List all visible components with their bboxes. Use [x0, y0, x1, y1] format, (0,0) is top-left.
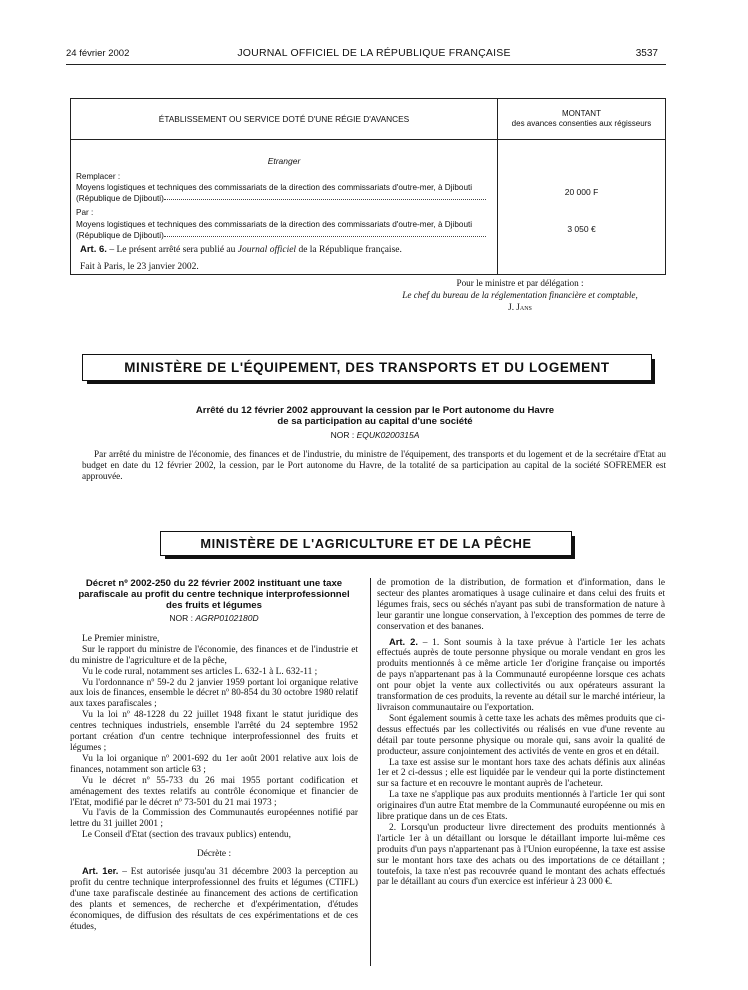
decret-p7: Vu le décret nº 55-733 du 26 mai 1955 portant codification et aménagement des textes relatifs au contrôle économique et financier de l'Etat, modifié par le décret nº 73-501 du 21 mai 1973 ;: [70, 775, 358, 808]
page-date: 24 février 2002: [66, 48, 130, 59]
header-rule: [66, 64, 666, 65]
decret-p6: Vu la loi organique nº 2001-692 du 1er août 2001 relative aux lois de finances, notamment son article 63 ;: [70, 753, 358, 775]
dot-leader: [164, 194, 486, 200]
nor-label: NOR :: [330, 430, 357, 440]
remplacer-line2-row: [76, 194, 486, 203]
art2-text: – 1. Sont soumis à la taxe prévue à l'article 1er les achats effectués auprès de toute personne physique ou morale vendant en gros les produits mentionnés à ce même article 1er d'origine française ou importés de pays n'appartenant pas à la Communauté européenne lorsque ces achats ont pour objet la vente aux collectivités ou aux opérateurs assurant la transformation de ces produits, la revente au détail sur le marché intérieur, la livraison communautaire ou l'exportation.: [377, 637, 665, 713]
art6-text-before: – Le présent arrêté sera publié au: [106, 245, 238, 255]
remplacer-line1: Moyens logistiques et techniques des commissariats de la direction des commissariats d'outre-mer, à Djibouti: [76, 183, 473, 192]
decret-p2: Sur le rapport du ministre de l'économie, des finances et de l'industrie et du ministre de l'agriculture et de la pêche,: [70, 644, 358, 666]
decret-r1: de promotion de la distribution, de formation et d'information, dans le secteur des plantes aromatiques à usage culinaire et dans celui des fruits et légumes frais, secs ou séchés n'ayant pas subi de transformation de nature à leur garantir une longue conservation, à l'exception des pommes de terre de conservation et des bananes.: [377, 578, 665, 632]
signature-name: J. Jans: [508, 302, 532, 312]
table-header-row: [71, 99, 665, 140]
decret-p3: Vu le code rural, notamment ses articles L. 632-1 à L. 632-11 ;: [82, 666, 318, 677]
decret-title: Décret nº 2002-250 du 22 février 2002 instituant une taxe parafiscale au profit du centre technique interprofessionnel des fruits et légumes: [78, 578, 350, 611]
arrete-body: Par arrêté du ministre de l'économie, des finances et de l'industrie, du ministre de l'équipement, des transports et du logement et de la secrétaire d'Etat au budget en date du 12 février 2002, la cession, par le Port autonome du Havre, de la totalité de sa participation au capital de la société SOFREMER est approuvée.: [82, 449, 666, 481]
col2-header: [498, 99, 665, 139]
signature-line1: Pour le ministre et par délégation :: [456, 278, 584, 288]
art1-paragraph: [70, 866, 358, 932]
col2-header-subtitle: des avances consenties aux régisseurs: [511, 119, 652, 128]
remplacer-label: Remplacer :: [76, 172, 121, 181]
decret-r2: Sont également soumis à cette taxe les achats des mêmes produits que ci-dessus effectués par les collectivités ou réalisés en vue d'une revente au détail par toute personne physique ou morale qui, sans avoir la qualité de producteur, assure conjointement des activités de vente en gros et en détail.: [377, 713, 665, 757]
art1-text: – Est autorisée jusqu'au 31 décembre 2003 la perception au profit du centre technique interprofessionnel des fruits et légumes (CTIFL) d'une taxe parafiscale destinée au financement des actions de certification des plants et semences, de recherche et d'expérimentation, d'études économiques, de diffusion des résultats de ces expérimentations et de ces études,: [70, 867, 358, 932]
decret-p1: Le Premier ministre,: [82, 633, 160, 644]
decret-r5: 2. Lorsqu'un producteur livre directement des produits mentionnés à l'article 1er à un détaillant ou lorsque le détaillant importe lui-même ces produits d'un pays n'appartenant pas à l'Union européenne, la taxe est assise sur le montant hors taxe des achats ou des importations de ce détaillant ; toutefois, la taxe n'est pas recouvrée quand le montant des achats effectués par le détaillant au cours d'un exercice est inférieur à 23 000 €.: [377, 822, 665, 888]
ministry-banner-agriculture: MINISTÈRE DE L'AGRICULTURE ET DE LA PÊCHE: [160, 531, 572, 556]
decret-nor-code: AGRP0102180D: [195, 613, 259, 623]
decret-p8: Vu l'avis de la Commission des Communautés européennes notifié par lettre du 31 juillet 2001 ;: [70, 808, 358, 830]
par-label: Par :: [76, 208, 94, 217]
decret-p5: Vu la loi nº 48-1228 du 22 juillet 1948 fixant le statut juridique des centres techniques industriels, ensemble l'arrêté du 24 septembre 1952 portant création d'un centre technique interprofessionnel des fruits et légumes ;: [70, 710, 358, 753]
fait-a-paris: Fait à Paris, le 23 janvier 2002.: [80, 262, 199, 272]
nor-code: EQUK0200315A: [356, 430, 420, 440]
signature-line2: Le chef du bureau de la réglementation financière et comptable,: [402, 290, 638, 300]
art2-paragraph: [377, 637, 665, 714]
column-divider: [370, 578, 371, 966]
left-column: [70, 578, 358, 932]
remplacer-line2: (République de Djibouti): [76, 194, 164, 203]
arrete-title: [80, 405, 670, 427]
decret-r4: La taxe ne s'applique pas aux produits mentionnés à l'article 1er qui sont originaires d'un autre Etat membre de la Communauté européenne ou mis en libre pratique dans un de ces Etats.: [377, 790, 665, 823]
par-line2-row: [76, 231, 486, 240]
arrete-title-line1: Arrêté du 12 février 2002 approuvant la cession par le Port autonome du Havre: [195, 405, 555, 416]
journal-title: JOURNAL OFFICIEL DE LA RÉPUBLIQUE FRANÇAISE: [237, 47, 511, 59]
decret-r3: La taxe est assise sur le montant hors taxe des achats définis aux alinéas 1er et 2 ci-dessus ; elle est liquidée par le vendeur qui la porte distinctement sur sa facture et en recouvre le montant auprès de l'acheteur.: [377, 757, 665, 790]
col2-header-title: MONTANT: [562, 109, 601, 118]
art1-label: Art. 1er.: [82, 865, 119, 877]
par-amount: 3 050 €: [567, 224, 596, 234]
decret-nor: [70, 613, 358, 624]
remplacer-amount: 20 000 F: [564, 187, 599, 197]
decret-p4: Vu l'ordonnance nº 59-2 du 2 janvier 1959 portant loi organique relative aux lois de finances, ensemble le décret nº 80-854 du 30 octobre 1980 relatif aux taxes parafiscales ;: [70, 677, 358, 710]
arrete-title-line2: de sa participation au capital d'une société: [277, 416, 473, 427]
par-line1: Moyens logistiques et techniques des commissariats de la direction des commissariats d'outre-mer, à Djibouti: [76, 220, 473, 229]
art6-paragraph: [80, 243, 670, 257]
art6-text-after: de la République française.: [296, 245, 402, 255]
section-etranger: Etranger: [267, 156, 301, 166]
dot-leader: [164, 231, 486, 237]
decret-p9: Le Conseil d'Etat (section des travaux publics) entendu,: [82, 830, 291, 841]
art6-label: Art. 6.: [80, 244, 107, 255]
right-column: [377, 578, 665, 888]
ministry-banner-equipement: MINISTÈRE DE L'ÉQUIPEMENT, DES TRANSPORTS ET DU LOGEMENT: [82, 354, 652, 381]
par-line2: (République de Djibouti): [76, 231, 164, 240]
art6-journal: Journal officiel: [237, 245, 297, 255]
decrete: Décrète :: [196, 849, 232, 860]
arrete-nor: [80, 430, 670, 440]
art2-label: Art. 2.: [389, 635, 418, 647]
decret-nor-label: NOR :: [169, 613, 196, 623]
page-number: 3537: [635, 48, 658, 59]
col1-header: ÉTABLISSEMENT OU SERVICE DOTÉ D'UNE RÉGIE D'AVANCES: [71, 99, 498, 139]
